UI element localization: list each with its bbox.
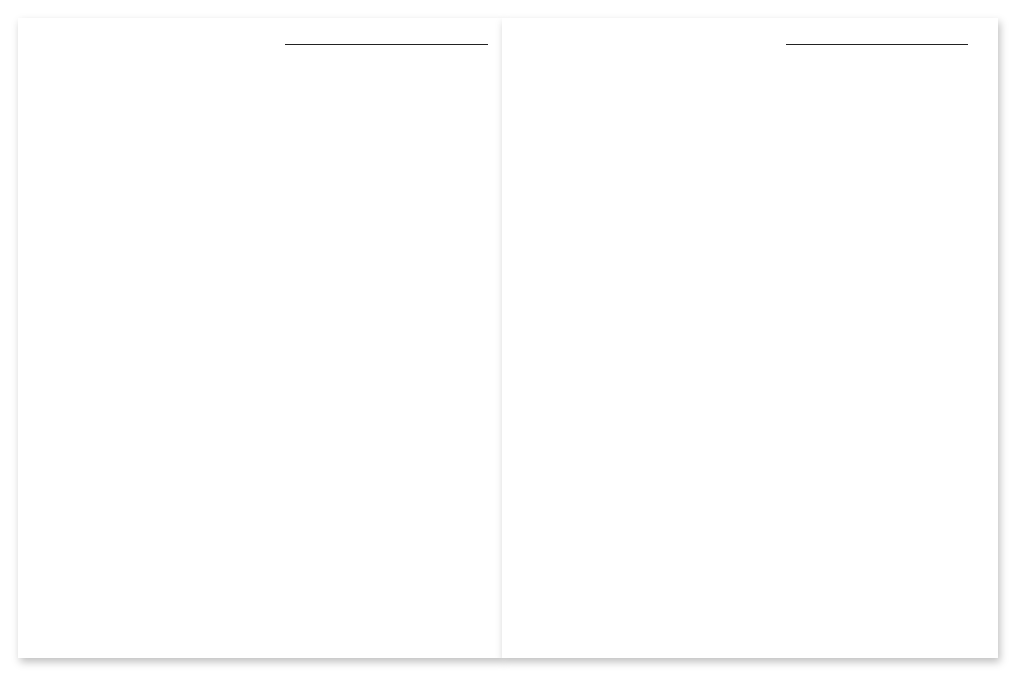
right-title-underline bbox=[786, 44, 968, 45]
right-page bbox=[502, 18, 998, 658]
left-page bbox=[18, 18, 502, 658]
left-title-underline bbox=[285, 44, 488, 45]
